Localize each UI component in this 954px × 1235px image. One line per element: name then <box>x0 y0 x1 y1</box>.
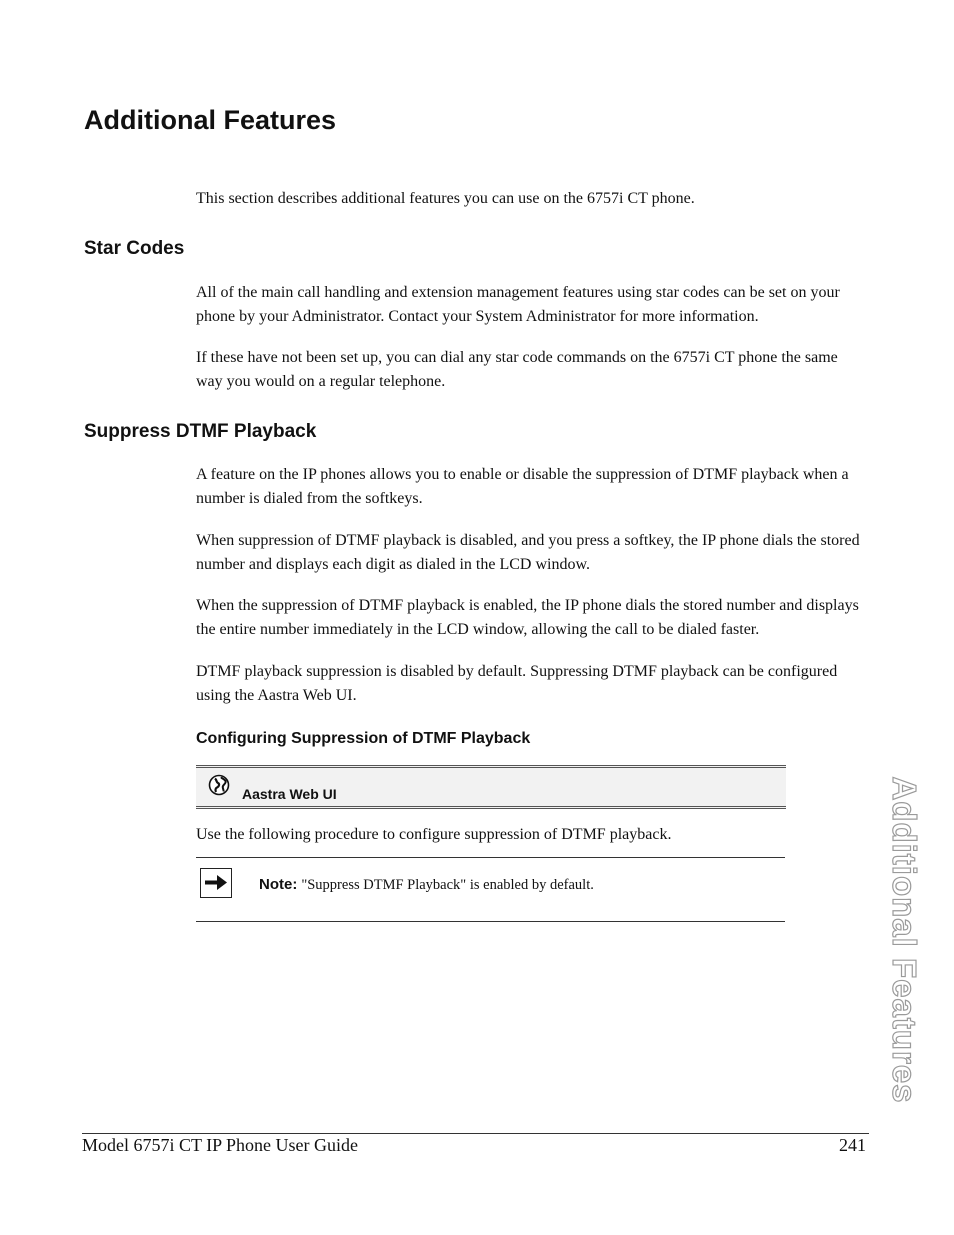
globe-icon <box>208 774 230 796</box>
footer-page-number: 241 <box>839 1135 866 1155</box>
intro-paragraph: This section describes additional features you can use on the 6757i CT phone. <box>196 190 695 207</box>
dtmf-paragraph-1: A feature on the IP phones allows you to enable or disable the suppression of DTMF playback when a number is dialed from the softkeys. <box>196 466 849 507</box>
dtmf-paragraph-3: When the suppression of DTMF playback is enabled, the IP phone dials the stored number and displays the entire number immediately in the LCD window, allowing the call to be dialed faster. <box>196 597 859 638</box>
dtmf-paragraph-4: DTMF playback suppression is disabled by default. Suppressing DTMF playback can be configured using the Aastra Web UI. <box>196 663 838 704</box>
side-tab-label: Additional Features <box>886 776 923 1104</box>
procedure-paragraph: Use the following procedure to configure suppression of DTMF playback. <box>196 826 672 843</box>
star-codes-paragraph-2: If these have not been set up, you can dial any star code commands on the 6757i CT phone the same way you would on a regular telephone. <box>196 349 838 390</box>
webui-banner <box>196 765 786 809</box>
side-tab <box>884 770 924 1110</box>
webui-label: Aastra Web UI <box>242 786 337 802</box>
section-heading-suppress-dtmf: Suppress DTMF Playback <box>84 421 317 442</box>
note-label: Note: <box>259 876 298 893</box>
arrow-right-icon <box>200 868 232 898</box>
note-text <box>259 876 594 894</box>
page-title: Additional Features <box>84 105 337 135</box>
star-codes-paragraph-1: All of the main call handling and extension management features using star codes can be set on your phone by your Administrator. Contact your System Administrator for more information. <box>196 284 840 325</box>
subsection-heading-configuring: Configuring Suppression of DTMF Playback <box>196 730 531 747</box>
section-heading-star-codes: Star Codes <box>84 238 185 259</box>
note-body: "Suppress DTMF Playback" is enabled by default. <box>301 877 594 893</box>
dtmf-paragraph-2: When suppression of DTMF playback is disabled, and you press a softkey, the IP phone dials the stored number and displays each digit as dialed in the LCD window. <box>196 532 860 573</box>
footer-guide-title: Model 6757i CT IP Phone User Guide <box>82 1135 358 1155</box>
note-box <box>196 857 785 922</box>
